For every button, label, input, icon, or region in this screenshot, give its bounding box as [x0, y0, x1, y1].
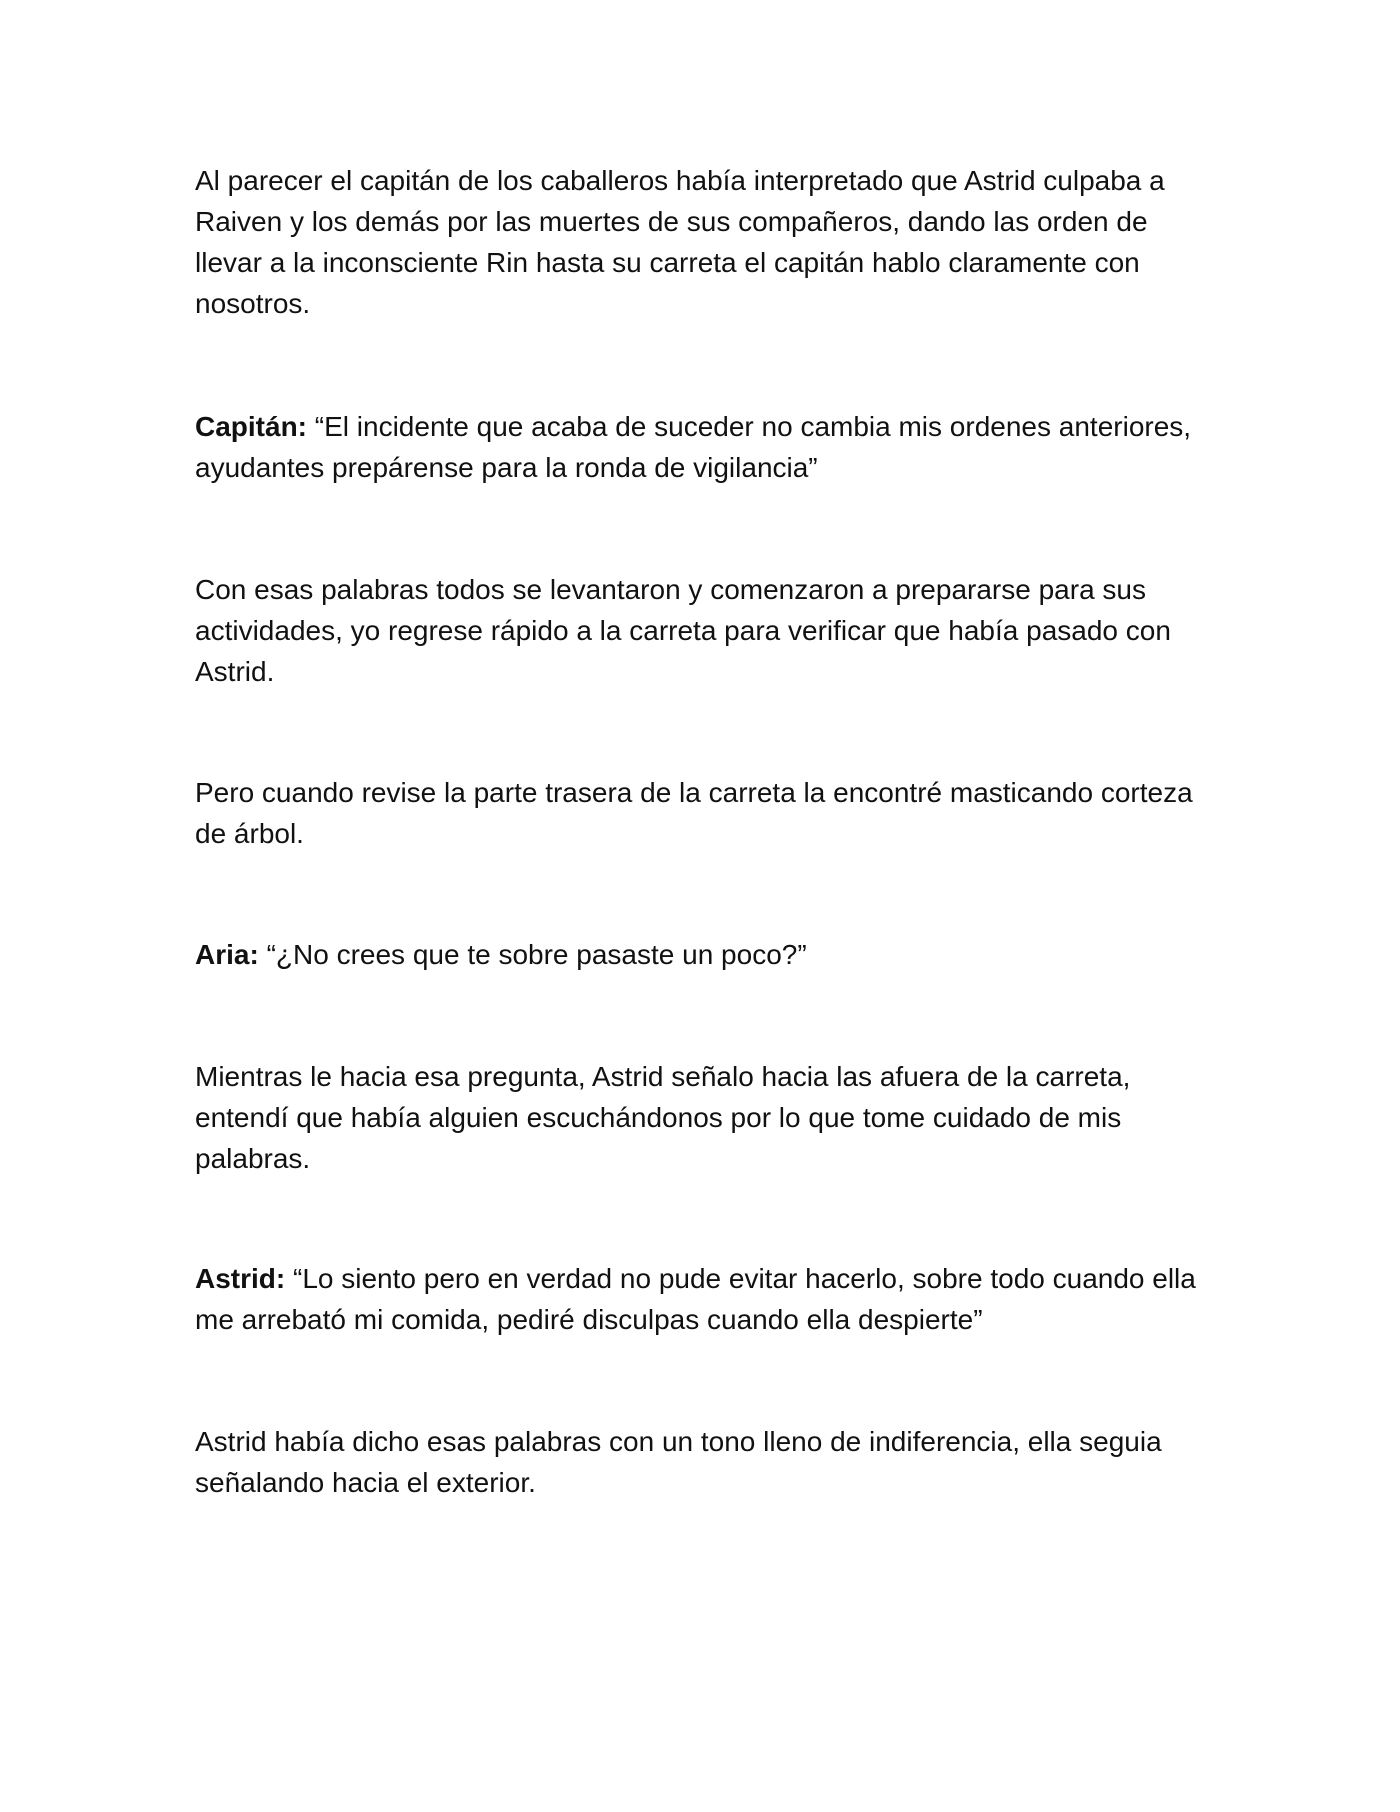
speaker-label: Aria:: [195, 939, 259, 970]
narration-paragraph: [195, 1421, 1215, 1503]
narration-paragraph: [195, 569, 1215, 692]
dialogue-paragraph-astrid: [195, 1258, 1215, 1340]
dialogue-text: “¿No crees que te sobre pasaste un poco?”: [258, 939, 807, 970]
paragraph-text: Pero cuando revise la parte trasera de la carreta la encontré masticando corteza de árbol.: [195, 777, 1193, 849]
paragraph-text: Mientras le hacia esa pregunta, Astrid señalo hacia las afuera de la carreta, entendí que había alguien escuchándonos por lo que tome cuidado de mis palabras.: [195, 1061, 1131, 1174]
narration-paragraph: [195, 772, 1215, 854]
speaker-label: Astrid:: [195, 1263, 286, 1294]
dialogue-paragraph-capitan: [195, 406, 1215, 488]
narration-paragraph: [195, 160, 1215, 324]
narration-paragraph: [195, 1056, 1215, 1179]
dialogue-text: “Lo siento pero en verdad no pude evitar hacerlo, sobre todo cuando ella me arrebató mi comida, pediré disculpas cuando ella despierte”: [195, 1263, 1196, 1335]
dialogue-text: “El incidente que acaba de suceder no cambia mis ordenes anteriores, ayudantes prepárense para la ronda de vigilancia”: [195, 411, 1192, 483]
paragraph-text: Con esas palabras todos se levantaron y comenzaron a prepararse para sus actividades, yo regrese rápido a la carreta para verificar que había pasado con Astrid.: [195, 574, 1171, 687]
paragraph-text: Al parecer el capitán de los caballeros había interpretado que Astrid culpaba a Raiven y los demás por las muertes de sus compañeros, dando las orden de llevar a la inconsciente Rin hasta su carreta el capitán hablo claramente con nosotros.: [195, 165, 1165, 319]
speaker-label: Capitán:: [195, 411, 307, 442]
dialogue-paragraph-aria: [195, 934, 1215, 975]
paragraph-text: Astrid había dicho esas palabras con un tono lleno de indiferencia, ella seguia señalando hacia el exterior.: [195, 1426, 1162, 1498]
